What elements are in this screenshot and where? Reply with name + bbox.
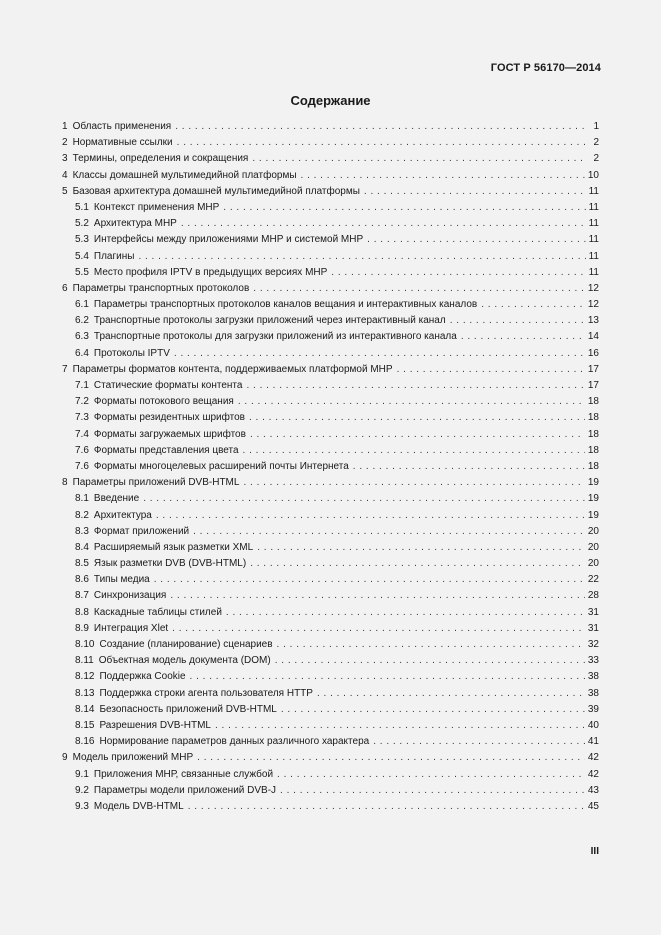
dot-leader xyxy=(223,200,585,216)
dot-leader xyxy=(250,556,585,572)
toc-entry-title: Место профиля IPTV в предыдущих версиях МНР xyxy=(93,266,328,278)
dot-leader xyxy=(367,232,585,248)
toc-entry xyxy=(62,443,599,459)
toc-entry-page: 33 xyxy=(587,655,599,667)
toc-entry xyxy=(62,297,599,313)
toc-entry-number: 8.3 xyxy=(75,525,89,537)
toc-entry-page: 19 xyxy=(587,477,599,489)
toc-entry-page: 12 xyxy=(587,299,599,311)
dot-leader xyxy=(215,718,585,734)
toc-entry-number: 8.13 xyxy=(75,687,95,699)
dot-leader xyxy=(301,168,585,184)
toc-entry xyxy=(62,653,599,669)
dot-leader xyxy=(170,588,585,604)
dot-leader xyxy=(253,281,585,297)
toc-entry-page: 17 xyxy=(587,380,599,391)
toc-entry-title: Синхронизация xyxy=(93,590,167,602)
toc-entry-title: Транспортные протоколы для загрузки приложений из интерактивного канала xyxy=(93,331,457,343)
toc-entry-page: 42 xyxy=(587,752,599,764)
toc-entry-title: Плагины xyxy=(93,250,135,262)
toc-entry-number: 7.6 xyxy=(75,460,89,472)
toc-entry xyxy=(62,135,599,151)
toc-entry-page: 18 xyxy=(587,396,599,408)
toc-entry xyxy=(62,394,599,410)
toc-entry xyxy=(62,637,599,653)
toc-entry xyxy=(62,168,599,184)
toc-entry-number: 8.14 xyxy=(75,703,95,715)
toc-entry-title: Нормирование параметров данных различного характера xyxy=(99,736,370,748)
toc-entry-page: 20 xyxy=(587,558,599,570)
dot-leader xyxy=(243,443,585,459)
toc-entry xyxy=(62,734,599,750)
toc-entry-title: Транспортные протоколы загрузки приложений через интерактивный канал xyxy=(93,315,446,327)
toc-entry-page: 14 xyxy=(587,331,599,343)
toc-entry-number: 8.16 xyxy=(75,736,95,748)
toc-entry-page: 43 xyxy=(587,784,599,796)
toc-entry xyxy=(62,200,599,216)
toc-entry-number: 8.7 xyxy=(75,590,89,602)
toc-entry-number: 5.1 xyxy=(75,201,89,213)
dot-leader xyxy=(450,313,585,329)
toc-entry-page: 12 xyxy=(587,282,599,294)
toc-entry-title: Расширяемый язык разметки XML xyxy=(93,541,254,553)
toc-entry-number: 8.2 xyxy=(75,509,89,521)
toc-entry xyxy=(62,767,599,783)
toc-entry-page: 2 xyxy=(593,137,599,149)
dot-leader xyxy=(143,491,585,507)
toc-entry-number: 7.2 xyxy=(75,396,89,408)
toc-entry-title: Контекст применения МНР xyxy=(93,201,220,213)
toc-entry-page: 11 xyxy=(588,266,599,278)
toc-entry-title: Разрешения DVB-HTML xyxy=(99,719,211,731)
toc-entry-title: Безопасность приложений DVB-HTML xyxy=(99,703,277,715)
dot-leader xyxy=(238,394,585,410)
dot-leader xyxy=(353,459,585,475)
toc-entry xyxy=(62,427,599,443)
toc-entry xyxy=(62,151,599,167)
toc-entry-number: 5.5 xyxy=(75,266,89,278)
dot-leader xyxy=(154,572,585,588)
toc-entry-title: Каскадные таблицы стилей xyxy=(93,606,222,618)
toc-entry-page: 18 xyxy=(587,444,599,456)
toc-entry-number: 8 xyxy=(62,477,68,489)
toc-entry-title: Архитектура МНР xyxy=(93,218,177,230)
standard-code: ГОСТ Р 56170—2014 xyxy=(490,62,601,74)
toc-entry-title: Типы медиа xyxy=(93,574,150,586)
toc-entry-number: 8.15 xyxy=(75,719,95,731)
toc-entry-number: 9.3 xyxy=(75,800,89,812)
toc-entry-number: 6.2 xyxy=(75,315,89,327)
dot-leader xyxy=(397,362,585,378)
toc-entry xyxy=(62,216,599,232)
toc-entry-title: Введение xyxy=(93,493,140,505)
toc-entry xyxy=(62,750,599,766)
toc-entry-number: 5.2 xyxy=(75,218,89,230)
toc-entry xyxy=(62,605,599,621)
toc-entry-page: 42 xyxy=(587,768,599,780)
toc-entry xyxy=(62,119,599,135)
toc-entry-page: 45 xyxy=(587,800,599,812)
toc-entry-number: 5.3 xyxy=(75,234,89,246)
toc-entry-page: 13 xyxy=(587,315,599,327)
toc-entry-number: 6.3 xyxy=(75,331,89,343)
dot-leader xyxy=(281,702,585,718)
dot-leader xyxy=(249,410,585,426)
dot-leader xyxy=(250,427,585,443)
toc-entry-title: Язык разметки DVB (DVB-HTML) xyxy=(93,558,247,570)
toc-entry xyxy=(62,718,599,734)
toc-entry-number: 7.4 xyxy=(75,428,89,440)
toc-entry-title: Модель DVB-HTML xyxy=(93,800,184,812)
toc-entry-number: 7.1 xyxy=(75,380,89,391)
toc-entry xyxy=(62,410,599,426)
toc-entry-title: Параметры модели приложений DVB-J xyxy=(93,784,277,796)
dot-leader xyxy=(373,734,585,750)
toc-entry xyxy=(62,232,599,248)
toc-entry xyxy=(62,508,599,524)
dot-leader xyxy=(175,119,586,135)
dot-leader xyxy=(156,508,585,524)
toc-entry-page: 17 xyxy=(587,363,599,375)
page-number: III xyxy=(590,846,599,857)
toc-entry-title: Параметры транспортных протоколов каналов вещания и интерактивных каналов xyxy=(93,299,478,311)
toc-entry-number: 6 xyxy=(62,282,68,294)
dot-leader xyxy=(275,653,585,669)
toc-entry xyxy=(62,572,599,588)
toc-entry-page: 22 xyxy=(587,574,599,586)
toc-entry xyxy=(62,524,599,540)
dot-leader xyxy=(226,605,585,621)
toc-entry xyxy=(62,702,599,718)
toc-entry xyxy=(62,281,599,297)
toc-entry-page: 11 xyxy=(588,234,599,246)
dot-leader xyxy=(481,297,585,313)
toc-entry-page: 18 xyxy=(587,428,599,440)
toc-entry-page: 41 xyxy=(587,736,599,748)
toc-entry-number: 2 xyxy=(62,137,68,149)
toc-entry-title: Протоколы IPTV xyxy=(93,347,170,359)
toc-entry-page: 40 xyxy=(587,719,599,731)
toc-entry-number: 5.4 xyxy=(75,250,89,262)
toc-entry-title: Параметры форматов контента, поддерживаемых платформой МНР xyxy=(72,363,393,375)
toc-entry-page: 18 xyxy=(587,412,599,424)
toc-entry-number: 9 xyxy=(62,752,68,764)
toc-entry-number: 8.9 xyxy=(75,622,89,634)
dot-leader xyxy=(188,799,585,815)
toc-entry xyxy=(62,475,599,491)
toc-entry-page: 11 xyxy=(588,218,599,230)
toc-entry-number: 8.1 xyxy=(75,493,89,505)
toc-entry-number: 9.1 xyxy=(75,768,89,780)
toc-entry-number: 8.5 xyxy=(75,558,89,570)
dot-leader xyxy=(172,621,585,637)
toc-entry-number: 8.10 xyxy=(75,639,95,650)
toc-entry-title: Классы домашней мультимедийной платформы xyxy=(72,169,297,181)
toc-entry-title: Форматы потокового вещания xyxy=(93,396,234,408)
toc-entry-title: Поддержка Cookie xyxy=(99,671,186,683)
toc-entry-page: 10 xyxy=(587,169,599,181)
toc-entry-title: Архитектура xyxy=(93,509,152,521)
dot-leader xyxy=(193,524,585,540)
toc-entry xyxy=(62,346,599,362)
toc-entry-title: Модель приложений МНР xyxy=(72,752,194,764)
toc-entry-page: 20 xyxy=(587,525,599,537)
toc-entry xyxy=(62,669,599,685)
toc-entry-title: Форматы представления цвета xyxy=(93,444,239,456)
dot-leader xyxy=(364,184,586,200)
toc-entry-title: Интеграция Xlet xyxy=(93,622,169,634)
toc-entry-number: 8.4 xyxy=(75,541,89,553)
toc-entry-number: 4 xyxy=(62,169,68,181)
toc-entry-number: 7 xyxy=(62,363,68,375)
toc-entry-title: Создание (планирование) сценариев xyxy=(99,639,273,650)
toc-entry-page: 31 xyxy=(587,622,599,634)
toc-entry-page: 28 xyxy=(587,590,599,602)
dot-leader xyxy=(190,669,585,685)
dot-leader xyxy=(197,750,585,766)
toc-entry-page: 18 xyxy=(587,460,599,472)
toc-entry-number: 6.1 xyxy=(75,299,89,311)
toc-entry xyxy=(62,184,599,200)
dot-leader xyxy=(138,249,585,265)
dot-leader xyxy=(277,637,585,653)
toc-entry-number: 7.6 xyxy=(75,444,89,456)
toc-entry-page: 38 xyxy=(587,687,599,699)
dot-leader xyxy=(257,540,585,556)
toc-entry xyxy=(62,378,599,394)
toc-entry-page: 20 xyxy=(587,541,599,553)
toc-entry xyxy=(62,249,599,265)
toc-entry-title: Интерфейсы между приложениями МНР и системой МНР xyxy=(93,234,364,246)
toc-entry-number: 8.8 xyxy=(75,606,89,618)
toc-entry-number: 7.3 xyxy=(75,412,89,424)
toc-entry xyxy=(62,491,599,507)
toc-entry-page: 19 xyxy=(587,493,599,505)
toc-entry xyxy=(62,540,599,556)
toc-entry-title: Параметры приложений DVB-HTML xyxy=(72,477,240,489)
toc-entry-title: Параметры транспортных протоколов xyxy=(72,282,250,294)
toc-title: Содержание xyxy=(290,93,371,108)
toc-entry xyxy=(62,265,599,281)
toc-entry-title: Формат приложений xyxy=(93,525,190,537)
toc-entry xyxy=(62,588,599,604)
toc-entry-title: Форматы резидентных шрифтов xyxy=(93,412,245,424)
toc-entry xyxy=(62,313,599,329)
toc-entry-number: 9.2 xyxy=(75,784,89,796)
toc-entry-page: 39 xyxy=(587,703,599,715)
toc-entry-number: 3 xyxy=(62,153,68,165)
dot-leader xyxy=(280,783,585,799)
dot-leader xyxy=(246,378,584,394)
toc-entry-title: Объектная модель документа (DOM) xyxy=(98,655,271,667)
toc-entry-title: Термины, определения и сокращения xyxy=(72,153,249,165)
toc-entry xyxy=(62,459,599,475)
dot-leader xyxy=(181,216,586,232)
toc-entry-page: 2 xyxy=(593,153,599,165)
toc-entry-page: 16 xyxy=(587,347,599,359)
toc-entry-number: 8.11 xyxy=(75,655,94,667)
dot-leader xyxy=(243,475,584,491)
toc-entry-title: Поддержка строки агента пользователя HTTP xyxy=(99,687,313,699)
toc-entry-number: 8.12 xyxy=(75,671,95,683)
toc-entry xyxy=(62,783,599,799)
dot-leader xyxy=(461,329,585,345)
toc-entry-title: Форматы многоцелевых расширений почты Интернета xyxy=(93,460,349,472)
toc-entry-number: 8.6 xyxy=(75,574,89,586)
toc-entry xyxy=(62,799,599,815)
toc-entry-title: Приложения МНР, связанные службой xyxy=(93,768,274,780)
toc-entry xyxy=(62,556,599,572)
toc-entry-title: Статические форматы контента xyxy=(93,380,243,391)
dot-leader xyxy=(331,265,585,281)
toc-entry xyxy=(62,686,599,702)
toc-entry-number: 5 xyxy=(62,185,68,197)
toc-entry-title: Форматы загружаемых шрифтов xyxy=(93,428,246,440)
toc-entry-title: Базовая архитектура домашней мультимедийной платформы xyxy=(72,185,360,197)
toc-entry-page: 1 xyxy=(593,121,599,132)
toc-entry-number: 1 xyxy=(62,121,68,132)
toc-entry xyxy=(62,329,599,345)
dot-leader xyxy=(317,686,585,702)
toc-entry-title: Область применения xyxy=(72,121,172,132)
toc-entry-page: 38 xyxy=(587,671,599,683)
toc-entry xyxy=(62,621,599,637)
dot-leader xyxy=(177,135,586,151)
dot-leader xyxy=(252,151,586,167)
toc-entry-page: 31 xyxy=(587,606,599,618)
toc-entry-page: 19 xyxy=(587,509,599,521)
table-of-contents xyxy=(62,119,599,815)
toc-entry-page: 32 xyxy=(587,639,599,650)
toc-entry-number: 6.4 xyxy=(75,347,89,359)
dot-leader xyxy=(277,767,585,783)
toc-entry-page: 11 xyxy=(588,201,599,213)
toc-entry-title: Нормативные ссылки xyxy=(72,137,173,149)
toc-entry xyxy=(62,362,599,378)
toc-entry-page: 11 xyxy=(588,185,599,197)
dot-leader xyxy=(174,346,585,362)
toc-entry-page: 11 xyxy=(588,250,599,262)
